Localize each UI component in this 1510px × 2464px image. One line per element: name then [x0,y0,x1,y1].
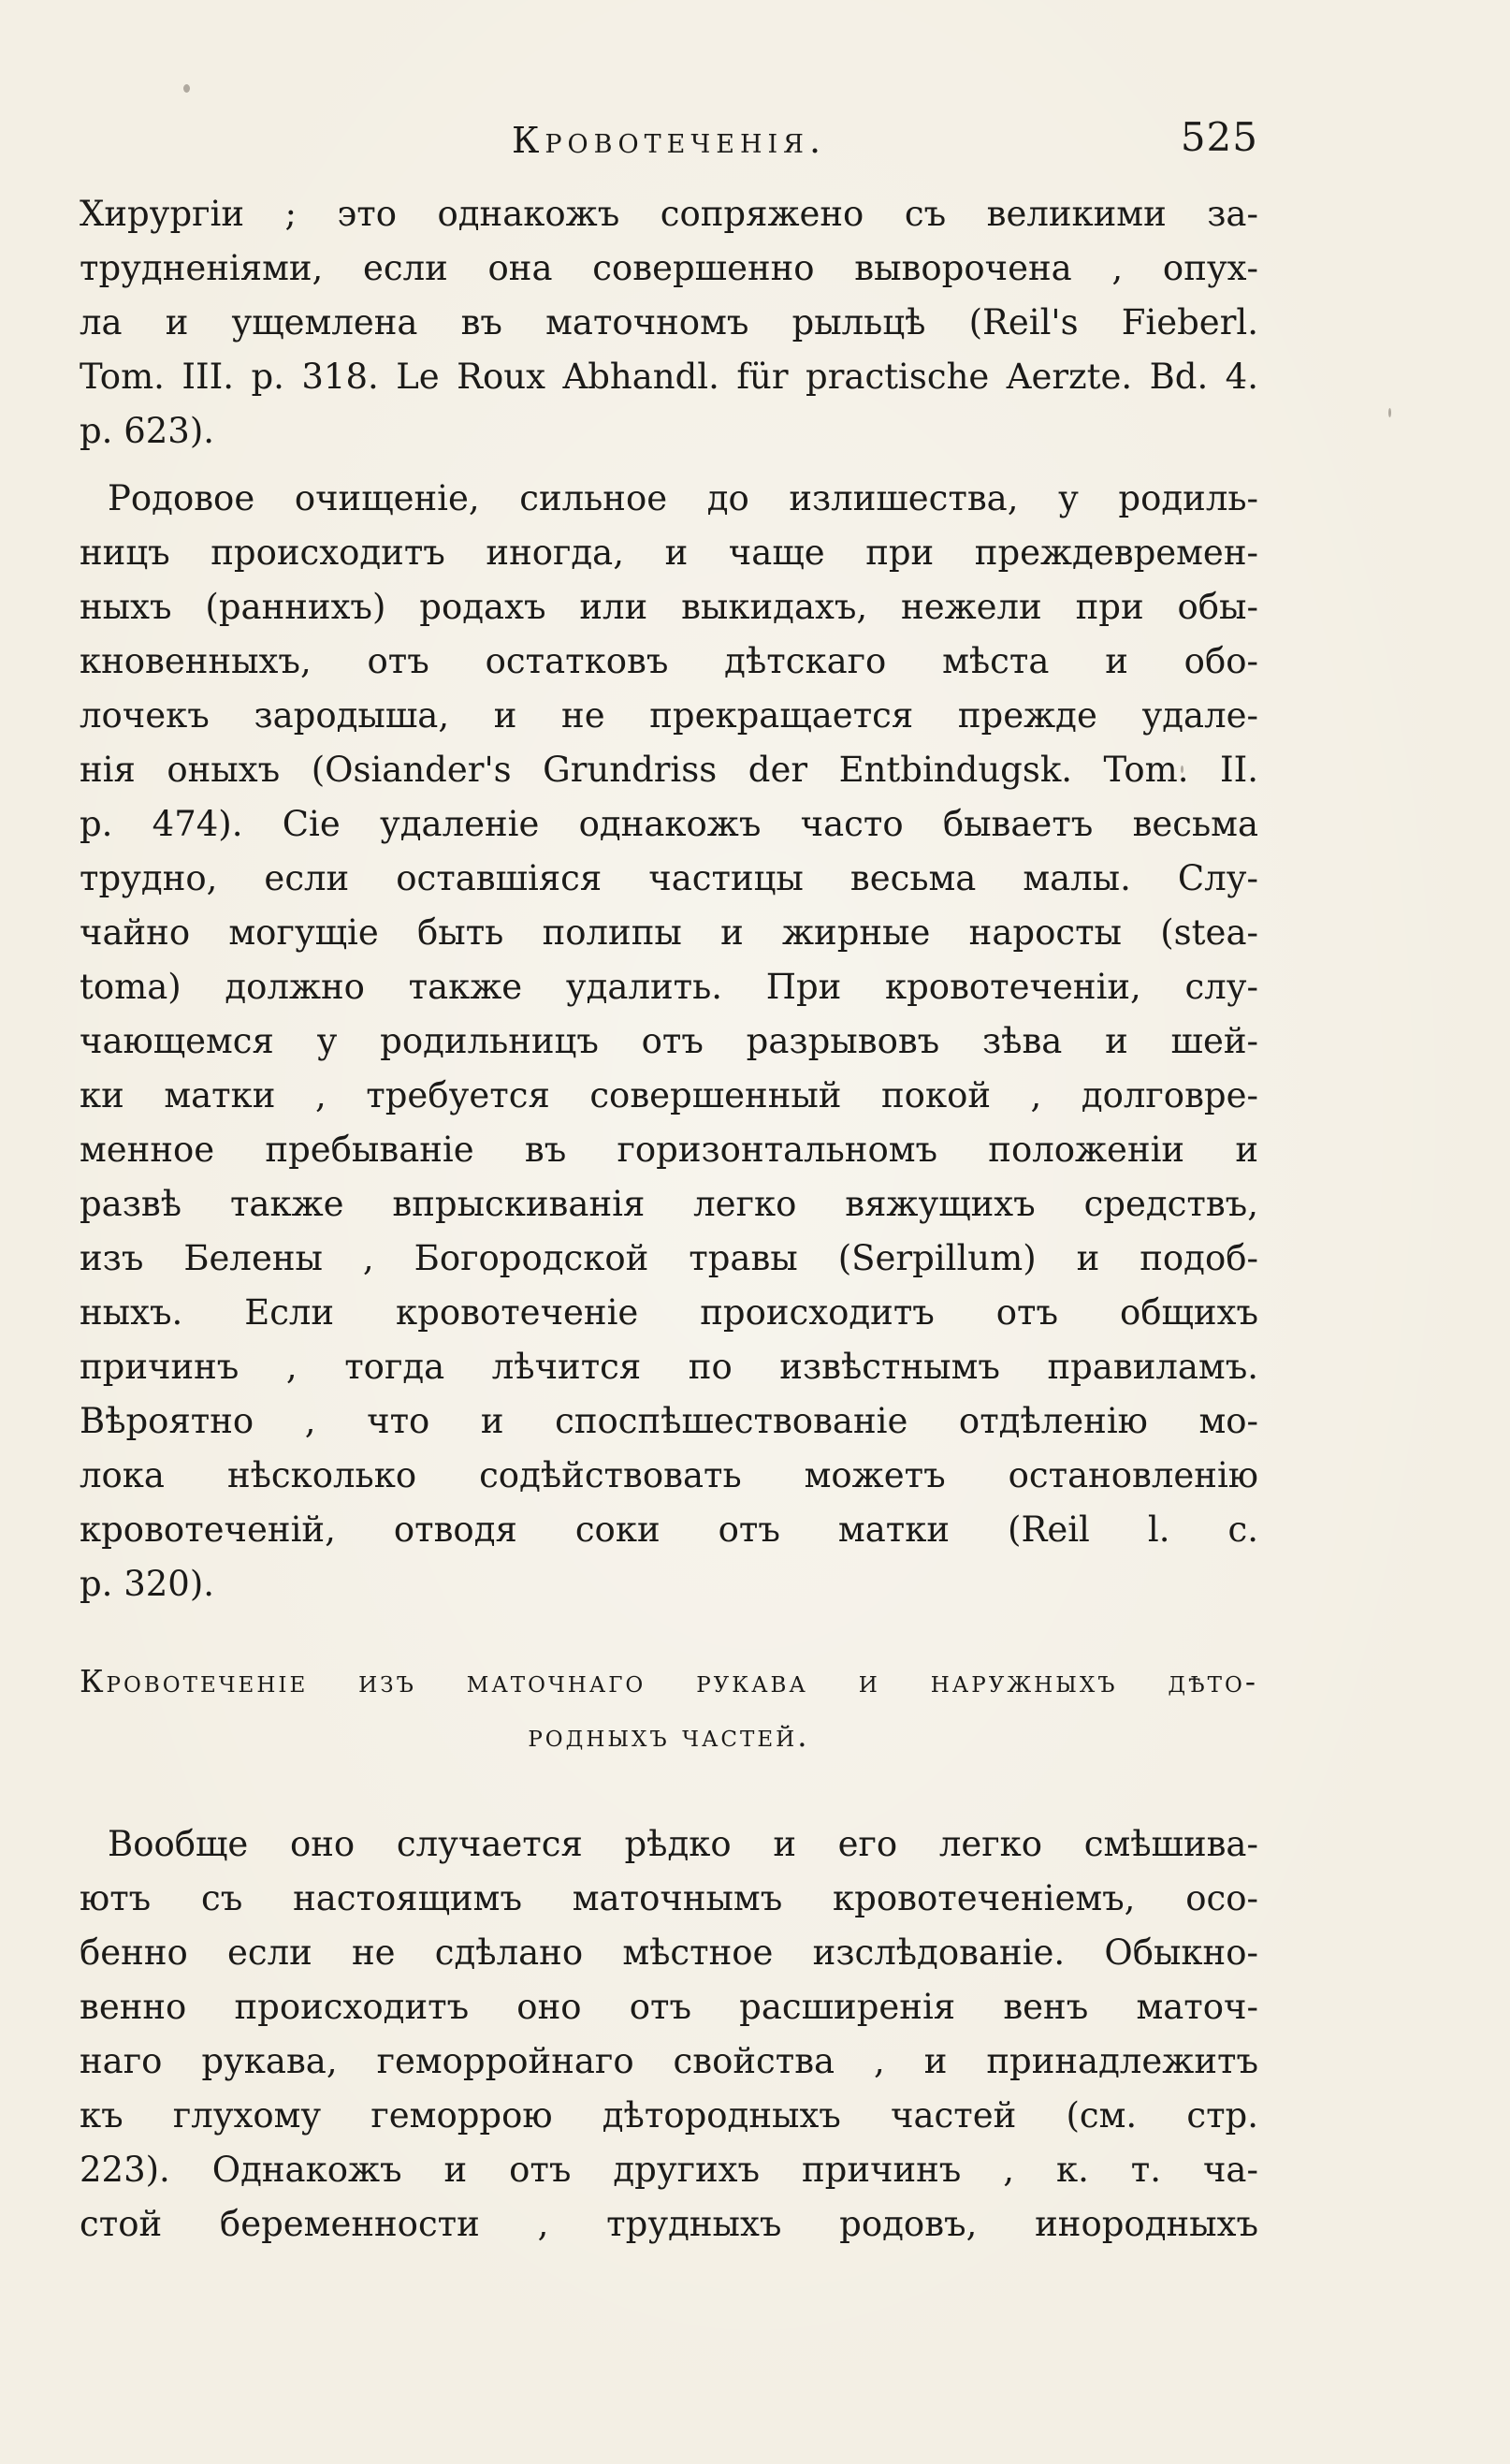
text-line: наго рукава, геморройнаго свойства , и принадлежитъ [80,2041,1258,2081]
text-line: Tom. III. p. 318. Le Roux Abhandl. für practische Aerzte. Bd. 4. [80,357,1258,397]
text-line: ныхъ. Если кровотеченіе происходитъ отъ общихъ [80,1292,1258,1333]
text-line: менное пребываніе въ горизонтальномъ положеніи и [80,1130,1258,1170]
text-line: Родовое очищеніе, сильное до излишества, у родиль- [108,478,1258,518]
paragraph-3 [80,1817,1258,2252]
paragraph-gap [80,459,1258,472]
paragraph-1 [80,187,1258,459]
text-line: toma) должно также удалить. При кровотеченіи, слу- [80,967,1258,1007]
text-line: ныхъ (раннихъ) родахъ или выкидахъ, нежели при обы- [80,587,1258,627]
text-line: къ глухому геморрою дѣтородныхъ частей (см. стр. [80,2095,1258,2136]
text-line: Вѣроятно , что и споспѣшествованіе отдѣленію мо- [80,1401,1258,1441]
text-line: бенно если не сдѣлано мѣстное изслѣдованіе. Обыкно- [80,1932,1258,1973]
text-line: развѣ также впрыскиванія легко вяжущихъ средствъ, [80,1184,1258,1224]
text-line: p. 320). [80,1564,215,1604]
body-text [80,187,1258,2252]
running-title: Кровотеченія. [511,120,827,161]
section-heading [80,1655,1258,1763]
text-line: p. 474). Сіе удаленіе однакожъ часто бываетъ весьма [80,804,1258,844]
text-line: нія оныхъ (Osiander's Grundriss der Entbindugsk. Tom. II. [80,750,1258,790]
text-line: 223). Однакожъ и отъ другихъ причинъ , к. т. ча- [80,2150,1258,2190]
text-line: чайно могущіе быть полипы и жирные наросты (stea- [80,912,1258,953]
ink-speck [1388,408,1391,417]
heading-line: Кровотеченіе изъ маточнаго рукава и наружныхъ дѣто- [80,1663,1258,1699]
paragraph-2 [80,472,1258,1611]
heading-gap [80,1611,1258,1655]
text-line: трудно, если оставшіяся частицы весьма малы. Слу- [80,858,1258,898]
text-line: кновенныхъ, отъ остатковъ дѣтскаго мѣста и обо- [80,641,1258,681]
text-line: чающемся у родильницъ отъ разрывовъ зѣва и шей- [80,1021,1258,1061]
text-line: стой беременности , трудныхъ родовъ, инородныхъ [80,2204,1258,2244]
text-line: ютъ съ настоящимъ маточнымъ кровотеченіемъ, осо- [80,1878,1258,1918]
running-head [80,114,1258,176]
ink-speck [183,84,190,93]
text-line: Хирургіи ; это однакожъ сопряжено съ великими за- [80,194,1258,234]
text-line: Вообще оно случается рѣдко и его легко смѣшива- [108,1824,1258,1864]
page-number: 525 [1180,114,1258,160]
heading-line: родныхъ частей. [528,1717,810,1754]
text-line: ки матки , требуется совершенный покой , долговре- [80,1075,1258,1115]
text-line: венно происходитъ оно отъ расширенія венъ маточ- [80,1987,1258,2027]
heading-gap [80,1763,1258,1817]
text-line: ницъ происходитъ иногда, и чаще при преждевремен- [80,532,1258,573]
text-line: ла и ущемлена въ маточномъ рыльцѣ (Reil's Fieberl. [80,302,1258,343]
text-line: лока нѣсколько содѣйствовать можетъ остановленію [80,1455,1258,1495]
text-line: p. 623). [80,411,215,451]
text-line: изъ Белены , Богородской травы (Serpillum) и подоб- [80,1238,1258,1278]
text-line: кровотеченій, отводя соки отъ матки (Reil l. c. [80,1509,1258,1550]
text-line: причинъ , тогда лѣчится по извѣстнымъ правиламъ. [80,1347,1258,1387]
text-line: трудненіями, если она совершенно выворочена , опух- [80,248,1258,288]
text-line: лочекъ зародыша, и не прекращается прежде удале- [80,695,1258,736]
